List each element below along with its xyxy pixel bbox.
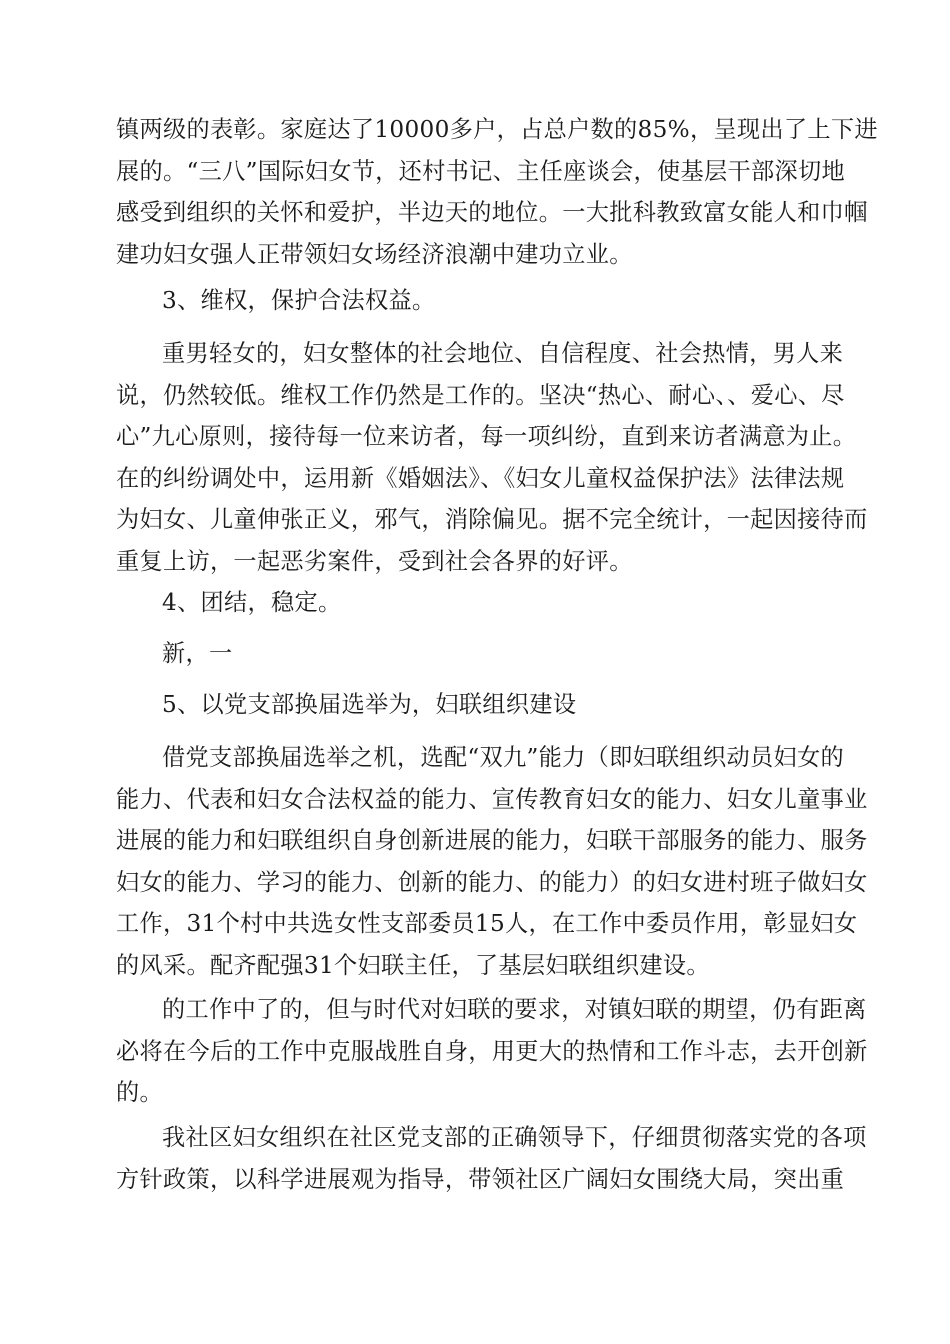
text-line: 的风采。配齐配强31个妇联主任，了基层妇联组织建设。 <box>116 951 710 979</box>
paragraph-organization <box>116 737 868 986</box>
paragraph-1 <box>116 109 878 275</box>
text-line: 新，一 <box>162 640 233 667</box>
text-line: 的。 <box>116 1079 163 1106</box>
text-line: 镇两级的表彰。家庭达了10000多户，占总户数的85%，呈现出了上下进 <box>116 116 878 143</box>
text-line: 进展的能力和妇联组织自身创新进展的能力，妇联干部服务的能力、服务 <box>116 827 868 854</box>
text-line: 心”九心原则，接待每一位来访者，每一项纠纷，直到来访者满意为止。 <box>116 423 857 450</box>
paragraph-conclusion <box>116 989 868 1114</box>
section-heading-5 <box>116 684 836 726</box>
text-line: 建功妇女强人正带领妇女场经济浪潮中建功立业。 <box>116 240 633 268</box>
text-line: 展的。“三八”国际妇女节，还村书记、主任座谈会，使基层干部深切地 <box>116 157 845 185</box>
text-line: 为妇女、儿童伸张正义，邪气，消除偏见。据不完全统计，一起因接待而 <box>116 506 868 533</box>
text-line: 重复上访，一起恶劣案件，受到社会各界的好评。 <box>116 547 633 575</box>
text-line: 的工作中了的，但与时代对妇联的要求，对镇妇联的期望，仍有距离 <box>162 996 867 1023</box>
text-line: 借党支部换届选举之机，选配“双九”能力（即妇联组织动员妇女的 <box>162 744 844 771</box>
text-line: 5、以党支部换届选举为，妇联组织建设 <box>162 691 577 718</box>
text-line: 必将在今后的工作中克服战胜自身，用更大的热情和工作斗志，去开创新 <box>116 1037 868 1065</box>
text-line: 方针政策，以科学进展观为指导，带领社区广阔妇女围绕大局，突出重 <box>116 1165 845 1193</box>
text-line: 在的纠纷调处中，运用新《婚姻法》、《妇女儿童权益保护法》法律法规 <box>116 464 845 492</box>
text-line: 感受到组织的关怀和爱护，半边天的地位。一大批科教致富女能人和巾帼 <box>116 199 868 226</box>
text-line: 工作，31个村中共选女性支部委员15人，在工作中委员作用，彰显妇女 <box>116 910 858 937</box>
section-heading-3 <box>116 280 836 322</box>
paragraph-community <box>116 1117 867 1200</box>
text-line: 3、维权，保护合法权益。 <box>162 287 436 314</box>
text-line: 说，仍然较低。维权工作仍然是工作的。坚决“热心、耐心、、爱心、尽 <box>116 381 845 409</box>
text-line: 我社区妇女组织在社区党支部的正确领导下，仔细贯彻落实党的各项 <box>162 1124 867 1151</box>
paragraph-rights <box>116 333 868 582</box>
section-heading-4 <box>116 582 836 624</box>
short-paragraph <box>116 633 836 675</box>
text-line: 妇女的能力、学习的能力、创新的能力、的能力）的妇女进村班子做妇女 <box>116 868 868 896</box>
text-line: 4、团结，稳定。 <box>162 589 342 616</box>
text-line: 能力、代表和妇女合法权益的能力、宣传教育妇女的能力、妇女儿童事业 <box>116 785 868 813</box>
text-line: 重男轻女的，妇女整体的社会地位、自信程度、社会热情，男人来 <box>162 340 844 367</box>
